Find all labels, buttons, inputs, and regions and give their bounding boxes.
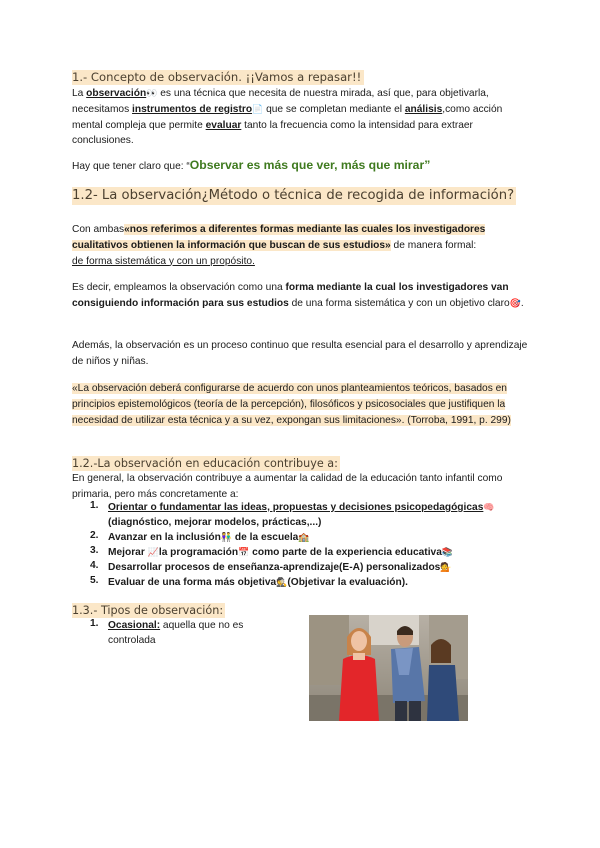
section-heading-concept: 1.- Concepto de observación. ¡¡Vamos a repasar!! (72, 70, 364, 85)
list-item: Avanzar en la inclusión👫 de la escuela🏫 (108, 532, 310, 543)
paragraph-definition: Con ambas«nos referimos a diferentes formas mediante las cuales los investigadores cualitativos obtienen la información que buscan de sus estudios» de manera formal: de forma sistemática y con un propósito. (72, 224, 486, 267)
street-scene-image (309, 615, 468, 721)
paragraph-concept: La observación👀 es una técnica que necesita de nuestra mirada, así que, para objetivarla, necesitamos instrumentos de registro📄 que se completan mediante el análisis,como acción mental compleja que permite evaluar tanto la frecuencia como la intensidad para extraer conclusiones. (72, 88, 503, 147)
eyes-icon: 👀 (146, 88, 158, 98)
calendar-icon: 📅 (238, 547, 250, 557)
school-icon: 🏫 (298, 532, 310, 542)
list-item: Ocasional: aquella que no es controlada (108, 620, 244, 646)
term-instrumentos: instrumentos de registro (132, 103, 253, 115)
magnifier-person-icon: 🕵 (276, 577, 288, 587)
list-item: Evaluar de una forma más objetiva🕵(Objetivar la evaluación). (108, 577, 408, 588)
person-icon: 💁 (440, 562, 452, 572)
target-icon: 🎯 (509, 297, 521, 308)
quote-torroba: «La observación deberá configurarse de acuerdo con unos planteamientos teóricos, basados en principios epistemológicos (teoría de la percepción), filosóficos y psicosociales que justifiquen la necesidad de utilizar esta técnica y a su vez, expongan sus limitaciones». (Torroba, 1991, p. 299) (72, 383, 511, 426)
section-heading-types: 1.3.- Tipos de observación: (72, 604, 224, 617)
definition-quote: «nos referimos a diferentes formas mediante las cuales los investigadores cualitativos obtienen la información que buscan de sus estudios» (72, 224, 486, 251)
section-heading-contributes: 1.2.-La observación en educación contribuye a: (72, 457, 338, 470)
books-icon: 📚 (441, 547, 454, 557)
systematic-purpose: de forma sistemática y con un propósito. (72, 255, 255, 267)
list-item: Orientar o fundamentar las ideas, propuestas y decisiones psicopedagógicas🧠(diagnóstico, mejorar modelos, prácticas,...) (108, 502, 495, 528)
family-icon: 👫 (220, 532, 233, 542)
paragraph-continuous: Además, la observación es un proceso continuo que resulta esencial para el desarrollo y aprendizaje de niños y niñas. (72, 340, 528, 367)
list-item: Mejorar 📈la programación📅 como parte de la experiencia educativa📚 (108, 547, 454, 558)
document-page: 1.- Concepto de observación. ¡¡Vamos a repasar!! La observación👀 es una técnica que necesita de nuestra mirada, así que, para objetivarla, necesitamos instrumentos de registro📄 que se completan mediante el análisis,como acción mental compleja que permite evaluar tanto la frecuencia como la intensidad para extraer conclusiones. Hay que tener claro que: “Observar es más que ver, más que mirar” 1.2- La observación¿Método o técnica de recogida de información? Con ambas«nos referimos a diferentes formas mediante las cuales los investigadores cualitativos obtienen la información que buscan de sus estudios» de manera formal: de forma sistemática y con un propósito. Es decir, empleamos la observación como una forma mediante la cual los investigadores van consiguiendo información para sus estudios de una forma sistemática y con un objetivo claro🎯. Además, la observación es un proceso continuo que resulta esencial para el desarrollo y aprendizaje de niños y niñas. «La observación deberá configurarse de acuerdo con unos planteamientos teóricos, basados en principios epistemológicos (teoría de la percepción), filosóficos y psicosociales que justifiquen la necesidad de utilizar esta técnica y a su vez, expongan sus limitaciones». (Torroba, 1991, p. 299) 1.2.-La observación en educación contribuye a: En general, la observación contribuye a aumentar la calidad de la educación tanto infantil como primaria, pero más concretamente a: 1. Orientar o fundamentar las ideas, propuestas y decisiones psicopedagógicas🧠(diagnóstico, mejorar modelos, prácticas,...) 2. Avanzar en la inclusión👫 de la escuela🏫 3. Mejorar 📈la programación📅 como parte de la experiencia educativa📚 4. Desarrollar procesos de enseñanza-aprendizaje(E-A) personalizados💁 5. Evaluar de una forma más objetiva🕵(Objetivar la evaluación). 1.3.- Tipos de observación: 1. Ocasional: aquella que no es controlada (0, 0, 600, 848)
paragraph-use: Es decir, empleamos la observación como una forma mediante la cual los investigadores van consiguiendo información para sus estudios de una forma sistemática y con un objetivo claro🎯. (72, 282, 524, 309)
section-heading-method: 1.2- La observación¿Método o técnica de recogida de información? (72, 188, 515, 203)
key-quote: Observar es más que ver, más que mirar” (189, 158, 431, 172)
paragraph-claim: Hay que tener claro que: “Observar es más que ver, más que mirar” (72, 158, 431, 172)
paragraph-intro: En general, la observación contribuye a aumentar la calidad de la educación tanto infantil como primaria, pero más concretamente a: (72, 473, 503, 500)
term-evaluar: evaluar (205, 119, 242, 131)
illustration-image (309, 615, 468, 721)
chart-up-icon: 📈 (147, 547, 159, 557)
term-analisis: análisis (404, 103, 443, 115)
brain-icon: 🧠 (483, 502, 495, 512)
list-item: Desarrollar procesos de enseñanza-aprendizaje(E-A) personalizados💁 (108, 562, 452, 573)
term-observacion: observación (86, 88, 147, 99)
clipboard-icon: 📄 (252, 103, 264, 114)
